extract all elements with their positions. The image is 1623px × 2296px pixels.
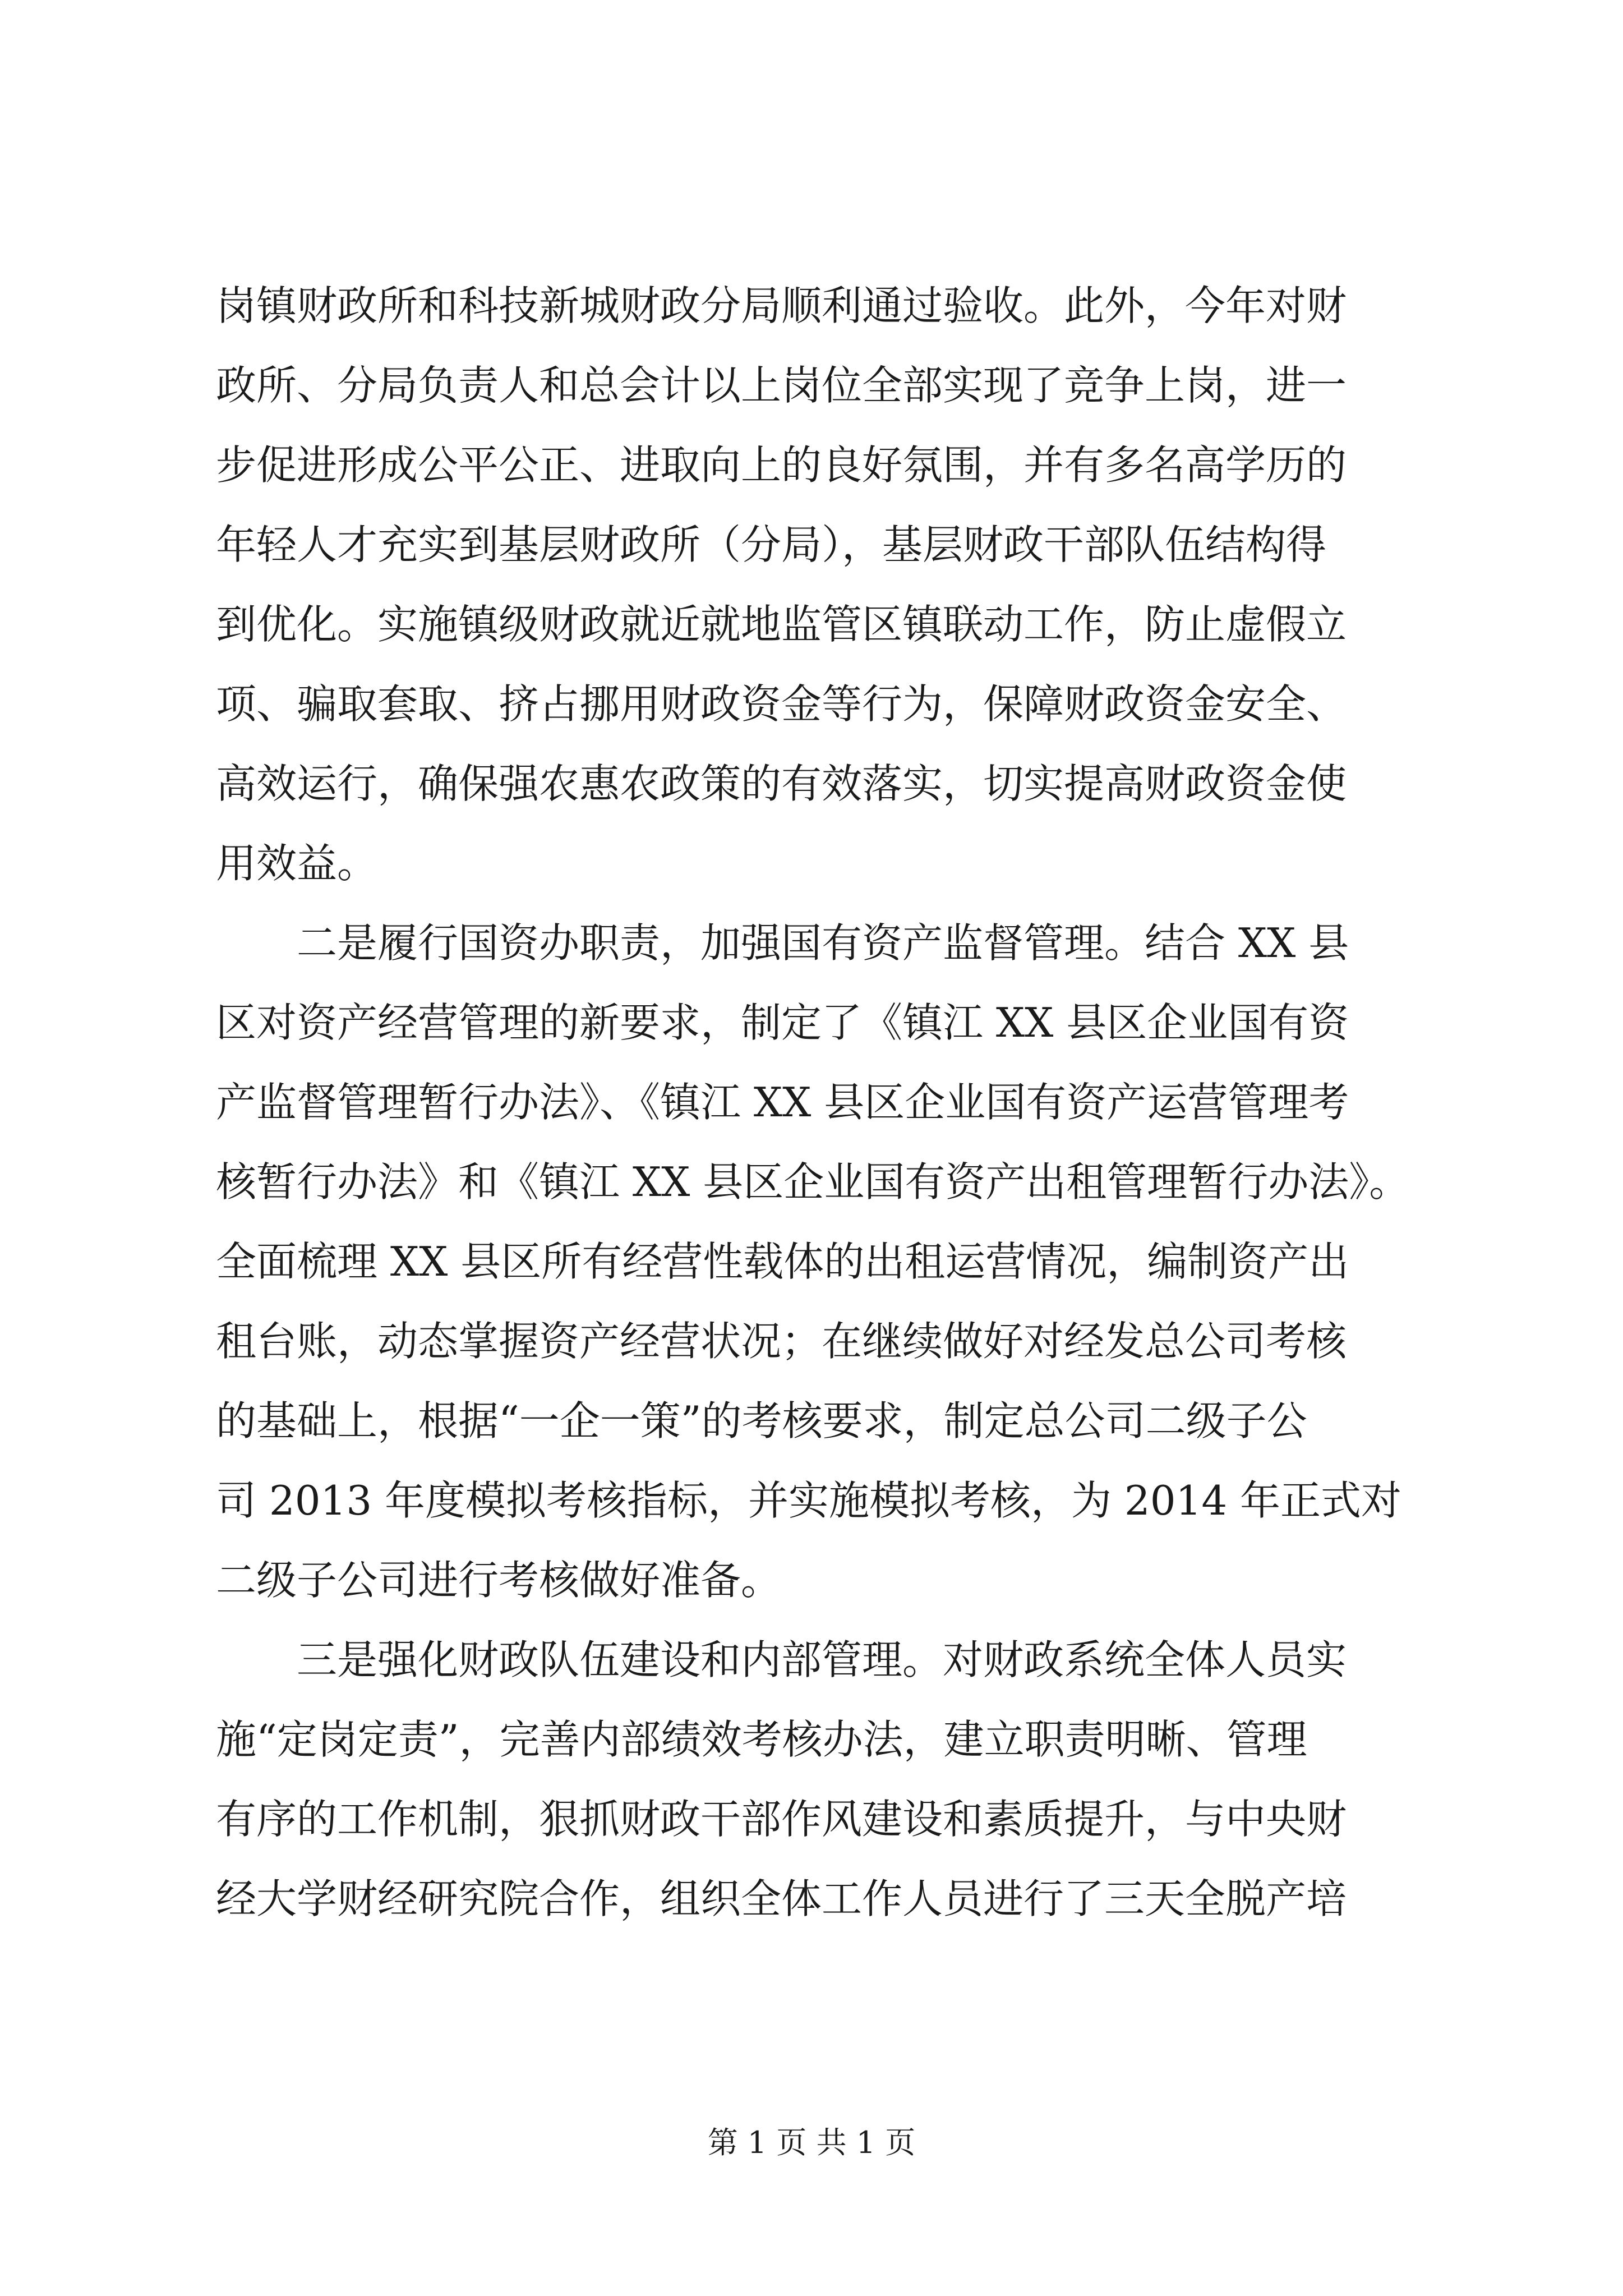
text-line: 司 2013 年度模拟考核指标，并实施模拟考核，为 2014 年正式对 [216, 1477, 1402, 1524]
text-line: 的基础上，根据“一企一策”的考核要求，制定总公司二级子公 [216, 1397, 1307, 1444]
text-line: 项、骗取套取、挤占挪用财政资金等行为，保障财政资金安全、 [216, 680, 1347, 728]
text-line: 岗镇财政所和科技新城财政分局顺利通过验收。此外，今年对财 [216, 282, 1347, 329]
text-line: 政所、分局负责人和总会计以上岗位全部实现了竞争上岗，进一 [216, 362, 1347, 409]
text-line: 用效益。 [216, 840, 378, 887]
text-line: 租台账，动态掌握资产经营状况；在继续做好对经发总公司考核 [216, 1318, 1347, 1365]
text-line: 二级子公司进行考核做好准备。 [216, 1557, 782, 1604]
text-line: 施“定岗定责”，完善内部绩效考核办法，建立职责明晰、管理 [216, 1716, 1307, 1763]
text-line: 全面梳理 XX 县区所有经营性载体的出租运营情况，编制资产出 [216, 1238, 1349, 1285]
page-number-footer: 第 1 页 共 1 页 [707, 2125, 916, 2160]
text-line: 区对资产经营管理的新要求，制定了《镇江 XX 县区企业国有资 [216, 999, 1349, 1046]
text-line: 经大学财经研究院合作，组织全体工作人员进行了三天全脱产培 [216, 1875, 1347, 1922]
text-line: 高效运行，确保强农惠农政策的有效落实，切实提高财政资金使 [216, 760, 1347, 807]
text-line: 有序的工作机制，狠抓财政干部作风建设和素质提升，与中央财 [216, 1796, 1347, 1843]
text-line: 产监督管理暂行办法》、《镇江 XX 县区企业国有资产运营管理考 [216, 1079, 1349, 1126]
paragraph-start: 三是强化财政队伍建设和内部管理。对财政系统全体人员实 [297, 1636, 1347, 1683]
paragraph-start: 二是履行国资办职责，加强国有资产监督管理。结合 XX 县 [297, 919, 1349, 967]
text-line: 年轻人才充实到基层财政所（分局），基层财政干部队伍结构得 [216, 521, 1327, 568]
text-line: 到优化。实施镇级财政就近就地监管区镇联动工作，防止虚假立 [216, 601, 1347, 648]
text-line: 核暂行办法》和《镇江 XX 县区企业国有资产出租管理暂行办法》。 [216, 1158, 1410, 1205]
text-line: 步促进形成公平公正、进取向上的良好氛围，并有多名高学历的 [216, 441, 1347, 489]
